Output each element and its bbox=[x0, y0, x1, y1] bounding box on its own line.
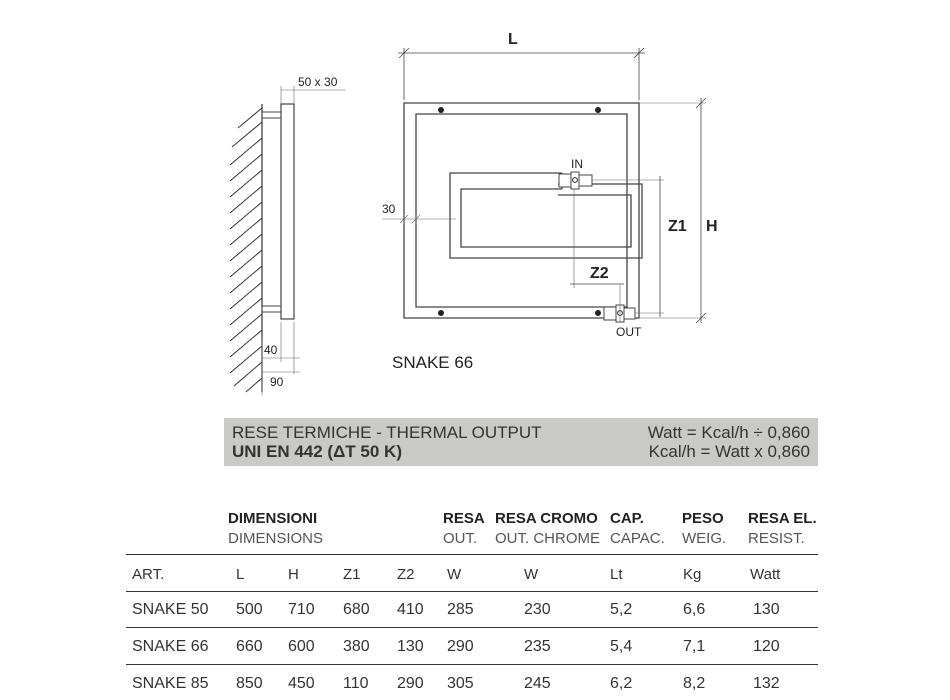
dim-L-label: L bbox=[508, 31, 518, 48]
radiator-side-profile bbox=[281, 104, 294, 319]
fixing-point bbox=[595, 107, 601, 113]
outlet-valve bbox=[604, 305, 635, 322]
row-rule bbox=[126, 664, 818, 665]
dim-H-label: H bbox=[706, 218, 718, 235]
upper-bracket bbox=[262, 112, 282, 118]
inlet-valve bbox=[559, 172, 592, 189]
thermal-output-band bbox=[224, 418, 818, 466]
fixing-point bbox=[438, 107, 444, 113]
header-output: RESA OUT. bbox=[443, 510, 485, 547]
side-view bbox=[230, 75, 346, 395]
dim-30-label: 30 bbox=[382, 202, 396, 216]
dim-90-label: 90 bbox=[270, 375, 284, 389]
inlet-label: IN bbox=[571, 157, 583, 171]
header-electric: RESA EL. RESIST. bbox=[748, 510, 817, 547]
dim-Z1-label: Z1 bbox=[668, 218, 687, 235]
header-output-chrome: RESA CROMO OUT. CHROME bbox=[495, 510, 600, 547]
header-dimensions: DIMENSIONI DIMENSIONS bbox=[228, 510, 324, 547]
thermal-title: RESE TERMICHE - THERMAL OUTPUT bbox=[232, 423, 542, 442]
radiator-outer-frame bbox=[404, 103, 639, 318]
outlet-label: OUT bbox=[616, 325, 642, 339]
fixing-point bbox=[595, 310, 601, 316]
model-caption: SNAKE 66 bbox=[392, 353, 474, 372]
row-rule bbox=[126, 627, 818, 628]
conversion-kcal: Kcal/h = Watt x 0,860 bbox=[648, 442, 810, 461]
dim-40-label: 40 bbox=[264, 343, 278, 357]
dim-Z2-label: Z2 bbox=[590, 265, 609, 282]
thermal-standard: UNI EN 442 (ΔT 50 K) bbox=[232, 442, 402, 461]
header-weight: PESO WEIG. bbox=[682, 510, 727, 547]
header-capacity: CAP. CAPAC. bbox=[610, 510, 665, 547]
serpentine-coil bbox=[450, 173, 642, 258]
fixing-point bbox=[438, 310, 444, 316]
profile-size-label: 50 x 30 bbox=[298, 75, 338, 89]
front-view bbox=[382, 31, 718, 372]
lower-bracket bbox=[262, 306, 282, 312]
header-rule bbox=[126, 554, 818, 555]
wall-hatching bbox=[230, 108, 262, 392]
conversion-watt: Watt = Kcal/h ÷ 0,860 bbox=[647, 423, 810, 442]
specification-table: DIMENSIONI DIMENSIONS RESA OUT. RESA CROMO OUT. CHROME CAP. CAPAC. PESO WEIG. RESA EL. RESIST. ART. L H Z1 Z2 W W Lt Kg Watt SNAKE 50 500 710 680 410 285 230 5,2 6,6 130 SNAKE 66 660 600 380 130 290 235 5,4 7,1 120 SNAKE 85 850 450 110 290 305 245 6,2 8,2 132 bbox=[126, 505, 818, 700]
units-rule bbox=[126, 591, 818, 592]
